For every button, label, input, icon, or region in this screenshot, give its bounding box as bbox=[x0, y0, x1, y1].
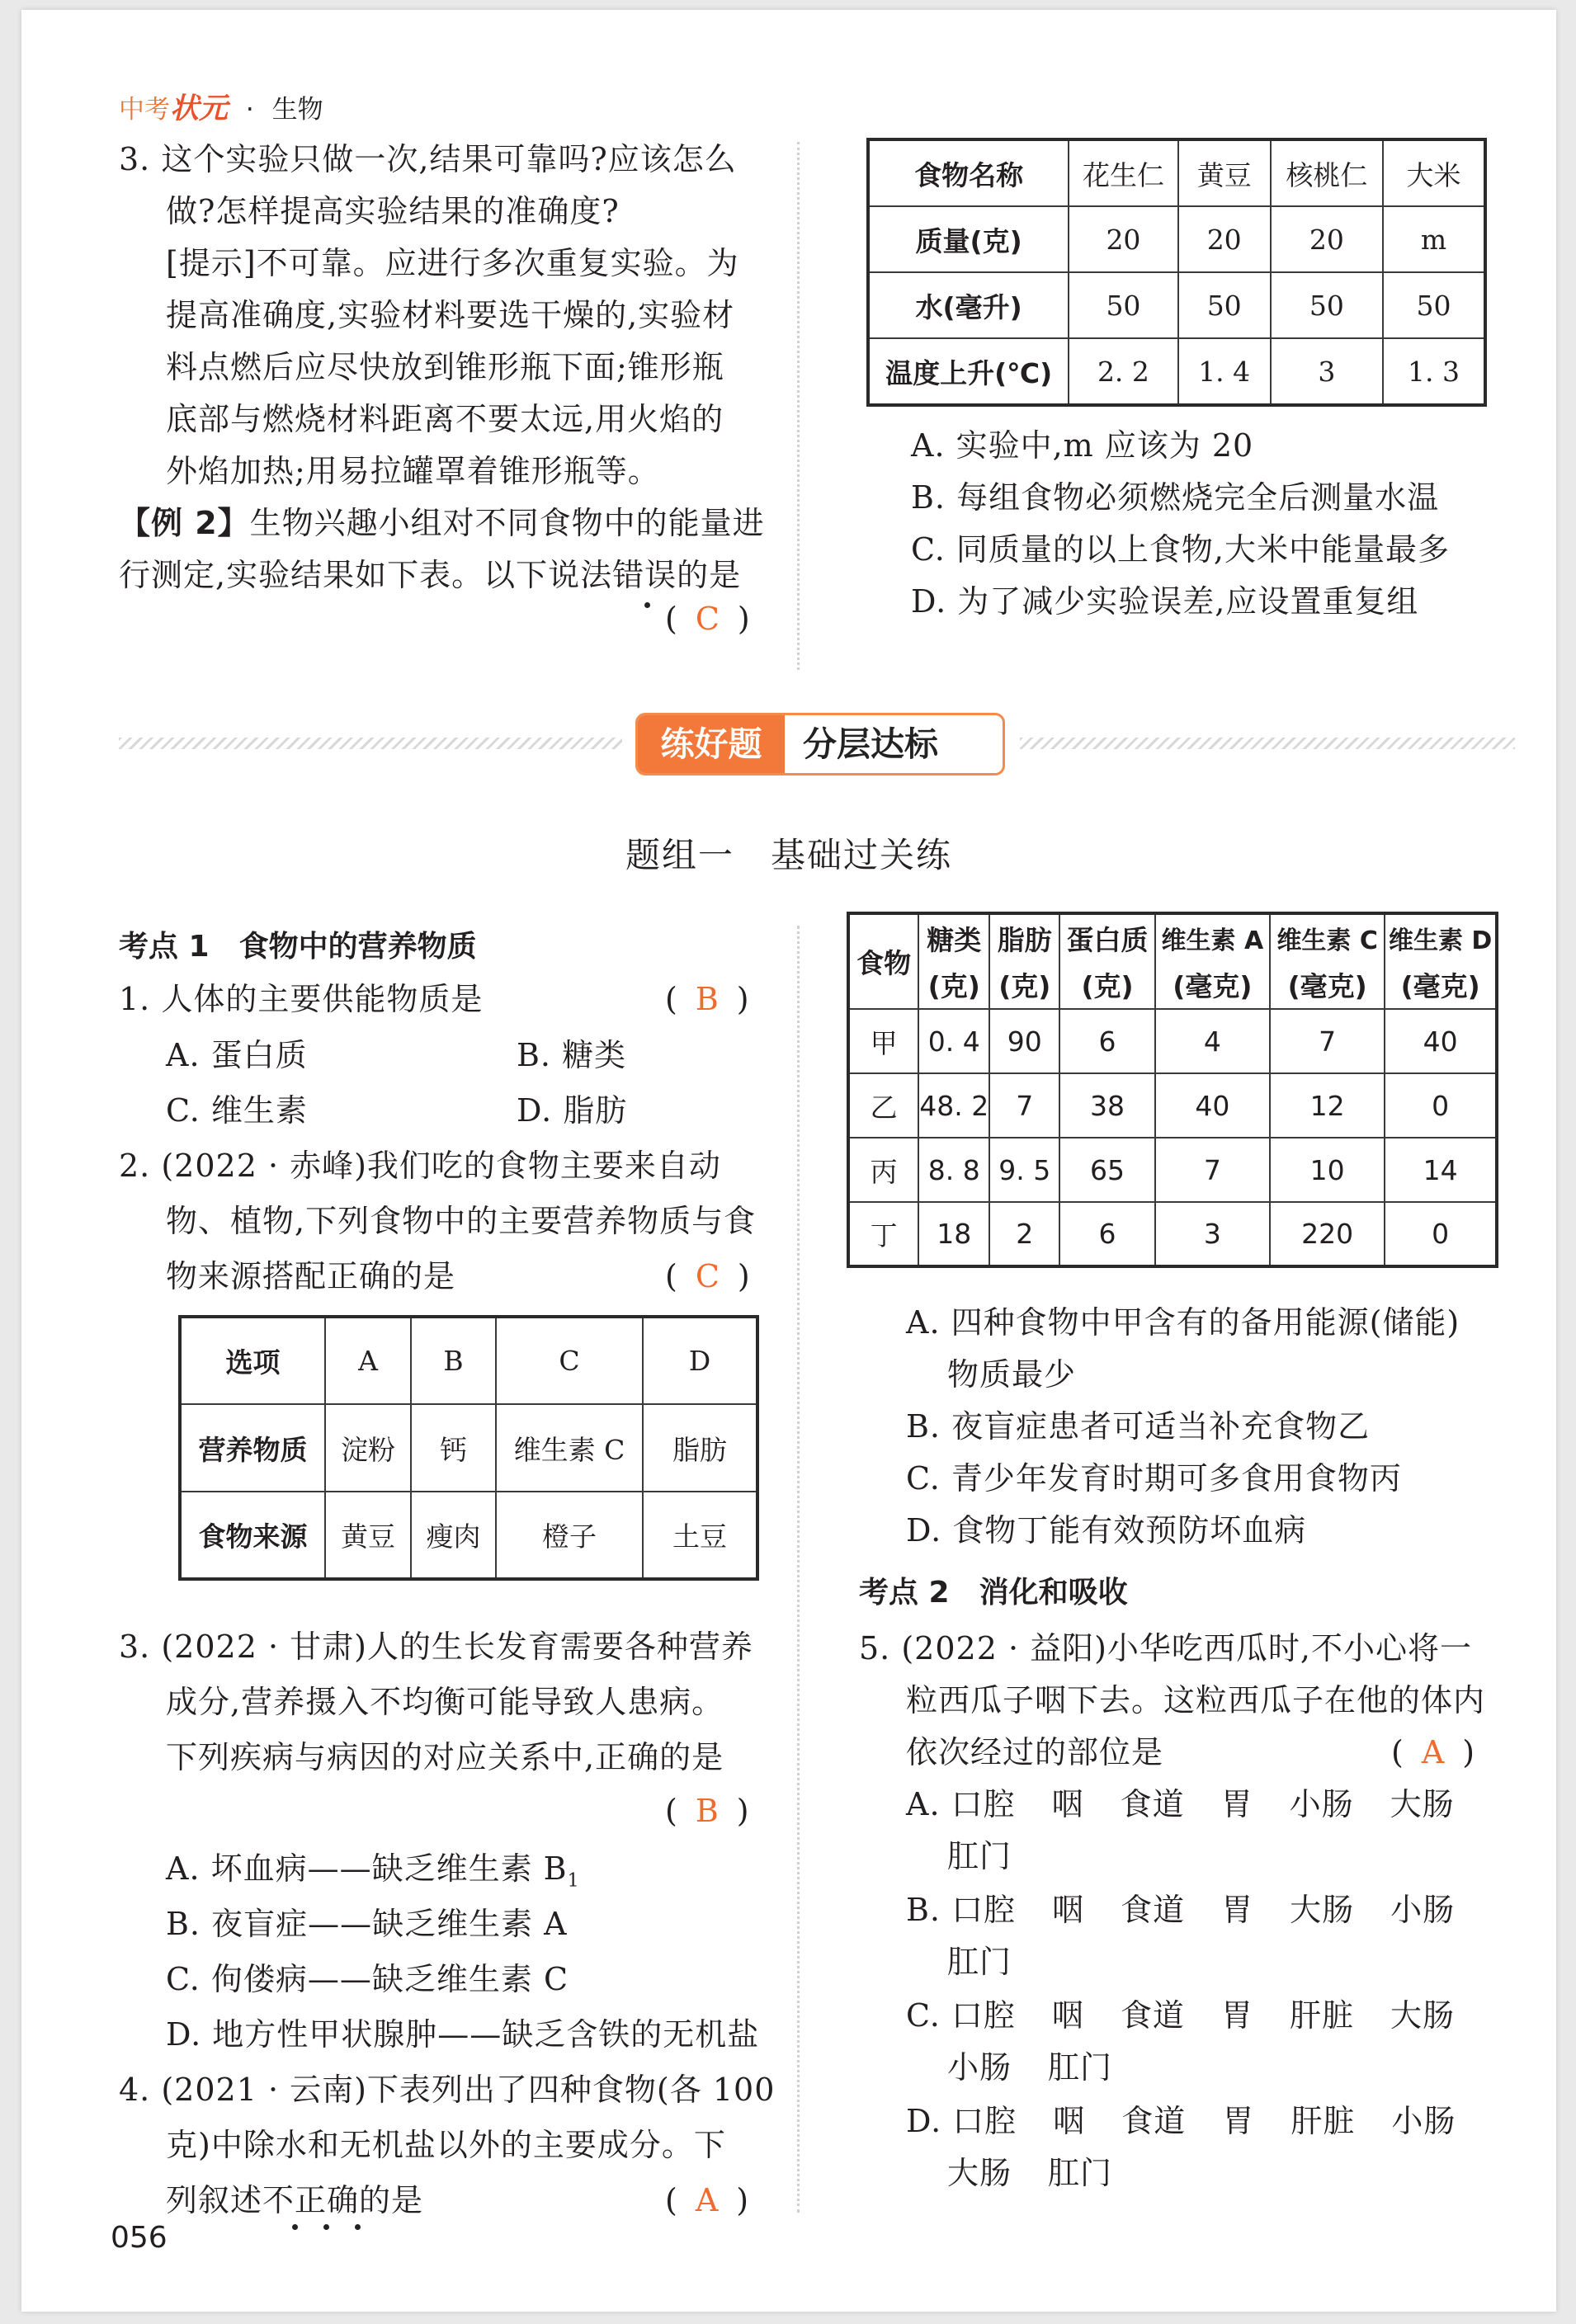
route-step: C. 口腔 bbox=[906, 1997, 1016, 2034]
q4-cell: 7 bbox=[1155, 1138, 1270, 1202]
q2-line-1: 物、植物,下列食物中的主要营养物质与食 bbox=[166, 1203, 757, 1239]
q5-answer: A bbox=[1421, 1734, 1445, 1770]
q4-cell: 7 bbox=[989, 1073, 1059, 1138]
q5-answer-slot bbox=[1391, 1727, 1475, 1779]
q2-table-cell: 瘦肉 bbox=[411, 1492, 496, 1579]
q3-option-d: D. 地方性甲状腺肿——缺乏含铁的无机盐 bbox=[166, 2016, 760, 2053]
q4-answer-slot bbox=[665, 2175, 748, 2227]
energy-cell: 20 bbox=[1178, 206, 1271, 272]
ex2-line-2: 行测定,实验结果如下表。以下说法错误的是 bbox=[119, 557, 742, 593]
paren-left: ( bbox=[665, 601, 677, 637]
q4-cell: 0. 4 bbox=[918, 1009, 989, 1073]
route-step: 胃 bbox=[1220, 1786, 1253, 1822]
q4-option-d: D. 食物丁能有效预防坏血病 bbox=[906, 1512, 1307, 1549]
energy-cell: 50 bbox=[1271, 272, 1383, 338]
q2-table-cell: 淀粉 bbox=[325, 1404, 411, 1492]
q4-header-cell: 维生素 A bbox=[1155, 913, 1270, 961]
q5-option-d-cont bbox=[947, 2147, 1112, 2199]
q4-cell: 9. 5 bbox=[989, 1138, 1059, 1202]
energy-cell: 50 bbox=[1383, 272, 1485, 338]
energy-header-cell: 大米 bbox=[1383, 139, 1485, 206]
brand-b: 状元 bbox=[170, 92, 229, 125]
paren-right: ) bbox=[737, 1258, 750, 1294]
energy-header-cell: 花生仁 bbox=[1069, 139, 1177, 206]
route-step: A. 口腔 bbox=[906, 1786, 1016, 1822]
route-step: 肛门 bbox=[1048, 2155, 1113, 2191]
q4-cell: 18 bbox=[918, 1202, 989, 1266]
q4-row-label: 乙 bbox=[848, 1073, 918, 1138]
column-divider-bottom bbox=[797, 926, 800, 2213]
q5-option-a-cont: 肛门 bbox=[947, 1838, 1012, 1874]
q1-stem: 1. 人体的主要供能物质是 bbox=[119, 981, 484, 1017]
route-step: 咽 bbox=[1051, 1997, 1084, 2034]
q2-table-cell: 钙 bbox=[411, 1404, 496, 1492]
q5-line-1: 粒西瓜子咽下去。这粒西瓜子在他的体内 bbox=[906, 1682, 1486, 1718]
energy-row-label: 温度上升(℃) bbox=[868, 338, 1069, 405]
route-step: B. 口腔 bbox=[906, 1892, 1017, 1928]
q3-subscript: 1 bbox=[567, 1870, 580, 1892]
q4-header-cell: 糖类 bbox=[918, 913, 989, 961]
q4-header-cell: 维生素 C bbox=[1270, 913, 1385, 961]
energy-header-cell: 黄豆 bbox=[1178, 139, 1271, 206]
header-subject: 生物 bbox=[271, 95, 323, 125]
q4-header-cell: 蛋白质 bbox=[1059, 913, 1154, 961]
q2-line-2: 物来源搭配正确的是 bbox=[166, 1258, 456, 1294]
route-step: 大肠 bbox=[1390, 1786, 1455, 1822]
header-dot: · bbox=[245, 95, 254, 125]
route-step: 胃 bbox=[1221, 1892, 1254, 1928]
route-step: 小肠 bbox=[1391, 2103, 1456, 2139]
q3-top-line-2: [提示]不可靠。应进行多次重复实验。为 bbox=[166, 245, 739, 281]
route-step: 食道 bbox=[1121, 1892, 1186, 1928]
paren-left: ( bbox=[665, 1258, 677, 1294]
q3-top-line-0: 3. 这个实验只做一次,结果可靠吗?应该怎么 bbox=[119, 141, 737, 177]
q4-cell: 6 bbox=[1059, 1009, 1154, 1073]
q4-table bbox=[847, 912, 1498, 1268]
q4-row-label: 丙 bbox=[848, 1138, 918, 1202]
energy-header-cell: 食物名称 bbox=[868, 139, 1069, 206]
q5-line-0: 5. (2022 · 益阳)小华吃西瓜时,不小心将一 bbox=[859, 1630, 1473, 1666]
energy-row-label: 质量(克) bbox=[868, 206, 1069, 272]
q3-line-2: 下列疾病与病因的对应关系中,正确的是 bbox=[166, 1739, 724, 1775]
q4-unit-cell: (克) bbox=[918, 961, 989, 1009]
q4-header-cell: 脂肪 bbox=[989, 913, 1059, 961]
q2-table-cell: A bbox=[325, 1317, 411, 1404]
q4-cell: 7 bbox=[1270, 1009, 1385, 1073]
q1-answer-slot bbox=[665, 973, 749, 1025]
route-step: 肛门 bbox=[1048, 2049, 1113, 2086]
q2-table-cell: C bbox=[496, 1317, 643, 1404]
column-divider-top bbox=[797, 142, 800, 670]
q4-cell: 220 bbox=[1270, 1202, 1385, 1266]
q3-answer-slot bbox=[665, 1785, 749, 1837]
q4-unit-cell: (毫克) bbox=[1385, 961, 1497, 1009]
q3-option-b: B. 夜盲症——缺乏维生素 A bbox=[166, 1906, 568, 1942]
banner-hatch-left bbox=[119, 738, 622, 749]
q2-table-cell: 维生素 C bbox=[496, 1404, 643, 1492]
energy-cell: 3 bbox=[1271, 338, 1383, 405]
q2-table-cell: 黄豆 bbox=[325, 1492, 411, 1579]
brand-a: 中考 bbox=[119, 95, 170, 125]
section-banner bbox=[635, 713, 1005, 775]
q1-option-b: B. 糖类 bbox=[517, 1037, 627, 1073]
banner-hatch-right bbox=[1020, 738, 1515, 749]
q4-cell: 38 bbox=[1059, 1073, 1154, 1138]
q2-answer-slot bbox=[665, 1251, 750, 1303]
paren-left: ( bbox=[665, 1793, 677, 1829]
q1-option-d: D. 脂肪 bbox=[517, 1092, 628, 1129]
q4-unit-cell: (克) bbox=[989, 961, 1059, 1009]
q3-top-line-5: 底部与燃烧材料距离不要太远,用火焰的 bbox=[166, 401, 724, 437]
q4-header-cell: 食物 bbox=[848, 913, 918, 1009]
q2-line-0: 2. (2022 · 赤峰)我们吃的食物主要来自动 bbox=[119, 1148, 721, 1184]
q4-cell: 40 bbox=[1155, 1073, 1270, 1138]
q4-cell: 6 bbox=[1059, 1202, 1154, 1266]
energy-row-label: 水(毫升) bbox=[868, 272, 1069, 338]
paren-left: ( bbox=[1391, 1734, 1404, 1770]
route-step: 咽 bbox=[1053, 2103, 1086, 2139]
q4-cell: 2 bbox=[989, 1202, 1059, 1266]
route-step: 大肠 bbox=[947, 2155, 1012, 2191]
q2-table bbox=[178, 1315, 759, 1581]
q2-table-cell: 选项 bbox=[180, 1317, 325, 1404]
ex2-option-a: A. 实验中,m 应该为 20 bbox=[911, 427, 1254, 464]
q5-line-2: 依次经过的部位是 bbox=[906, 1734, 1164, 1770]
ex2-option-b: B. 每组食物必须燃烧完全后测量水温 bbox=[911, 479, 1440, 516]
emphasis-dot bbox=[323, 2224, 329, 2230]
q2-table-cell: B bbox=[411, 1317, 496, 1404]
q4-option-b: B. 夜盲症患者可适当补充食物乙 bbox=[906, 1408, 1371, 1445]
q4-cell: 4 bbox=[1155, 1009, 1270, 1073]
energy-header-cell: 核桃仁 bbox=[1271, 139, 1383, 206]
q4-row-label: 丁 bbox=[848, 1202, 918, 1266]
energy-cell: 50 bbox=[1069, 272, 1177, 338]
q4-row-label: 甲 bbox=[848, 1009, 918, 1073]
route-step: 胃 bbox=[1222, 2103, 1255, 2139]
q3-top-line-1: 做?怎样提高实验结果的准确度? bbox=[166, 193, 620, 229]
q3-top-line-3: 提高准确度,实验材料要选干燥的,实验材 bbox=[166, 297, 735, 333]
paren-left: ( bbox=[665, 981, 677, 1017]
ex2-line-1 bbox=[119, 497, 765, 549]
q3-option-a-text: A. 坏血病——缺乏维生素 B bbox=[166, 1850, 568, 1887]
q4-line-0: 4. (2021 · 云南)下表列出了四种食物(各 100 bbox=[119, 2072, 776, 2108]
paren-right: ) bbox=[736, 1793, 749, 1829]
q3-option-c: C. 佝偻病——缺乏维生素 C bbox=[166, 1961, 569, 1997]
energy-cell: 20 bbox=[1271, 206, 1383, 272]
q5-option-b-cont: 肛门 bbox=[947, 1944, 1012, 1980]
energy-cell: 1. 4 bbox=[1178, 338, 1271, 405]
q2-table-cell: 土豆 bbox=[643, 1492, 757, 1579]
banner-right: 分层达标 bbox=[803, 724, 938, 764]
paren-right: ) bbox=[736, 2182, 749, 2218]
q4-cell: 10 bbox=[1270, 1138, 1385, 1202]
paren-left: ( bbox=[665, 2182, 677, 2218]
route-step: 咽 bbox=[1052, 1892, 1085, 1928]
emphasis-dot bbox=[644, 602, 650, 608]
q4-cell: 48. 2 bbox=[918, 1073, 989, 1138]
kp2-title: 考点 2 消化和吸收 bbox=[859, 1576, 1128, 1610]
q2-table-cell: 食物来源 bbox=[180, 1492, 325, 1579]
route-step: 大肠 bbox=[1390, 1997, 1455, 2034]
q2-table-cell: 脂肪 bbox=[643, 1404, 757, 1492]
q4-option-a-cont: 物质最少 bbox=[947, 1356, 1077, 1393]
q4-unit-cell: (克) bbox=[1059, 961, 1154, 1009]
energy-cell: m bbox=[1383, 206, 1485, 272]
emphasis-dot bbox=[355, 2224, 361, 2230]
ex2-tag: 【例 2】 bbox=[119, 505, 250, 541]
q4-cell: 65 bbox=[1059, 1138, 1154, 1202]
q4-cell: 3 bbox=[1155, 1202, 1270, 1266]
q4-cell: 14 bbox=[1385, 1138, 1497, 1202]
route-step: 肝脏 bbox=[1289, 1997, 1354, 2034]
energy-cell: 1. 3 bbox=[1383, 338, 1485, 405]
q1-answer: B bbox=[695, 981, 719, 1017]
q4-cell: 0 bbox=[1385, 1073, 1497, 1138]
q3-answer: B bbox=[695, 1793, 719, 1829]
route-step: D. 口腔 bbox=[906, 2103, 1017, 2139]
q3-top-line-6: 外焰加热;用易拉罐罩着锥形瓶等。 bbox=[166, 453, 660, 489]
paren-right: ) bbox=[736, 981, 749, 1017]
q2-table-cell: D bbox=[643, 1317, 757, 1404]
ex2-answer: C bbox=[695, 601, 720, 637]
page bbox=[21, 10, 1556, 2312]
energy-cell: 20 bbox=[1069, 206, 1177, 272]
route-step: 食道 bbox=[1120, 1997, 1185, 2034]
q4-cell: 90 bbox=[989, 1009, 1059, 1073]
ex2-answer-slot bbox=[665, 601, 750, 637]
ex2-text-1: 生物兴趣小组对不同食物中的能量进 bbox=[249, 505, 765, 541]
q4-header-cell: 维生素 D bbox=[1385, 913, 1497, 961]
banner-left: 练好题 bbox=[638, 715, 785, 773]
route-step: 小肠 bbox=[1289, 1786, 1354, 1822]
q4-unit-cell: (毫克) bbox=[1270, 961, 1385, 1009]
q5-option-c-cont bbox=[947, 2042, 1112, 2094]
paren-right: ) bbox=[1462, 1734, 1475, 1770]
q1-option-a: A. 蛋白质 bbox=[166, 1037, 308, 1073]
q2-table-cell: 营养物质 bbox=[180, 1404, 325, 1492]
page-number: 056 bbox=[111, 2221, 168, 2255]
route-step: 小肠 bbox=[947, 2049, 1012, 2086]
q5-option-c bbox=[906, 1990, 1455, 2042]
q5-option-b bbox=[906, 1884, 1455, 1936]
q2-answer: C bbox=[695, 1258, 720, 1294]
route-step: 大肠 bbox=[1290, 1892, 1355, 1928]
q3-line-0: 3. (2022 · 甘肃)人的生长发育需要各种营养 bbox=[119, 1629, 753, 1665]
route-step: 肝脏 bbox=[1291, 2103, 1356, 2139]
paren-right: ) bbox=[737, 601, 750, 637]
q4-cell: 0 bbox=[1385, 1202, 1497, 1266]
q1-option-c: C. 维生素 bbox=[166, 1092, 308, 1129]
q3-option-a bbox=[166, 1843, 580, 1907]
q4-unit-cell: (毫克) bbox=[1155, 961, 1270, 1009]
q2-table-cell: 橙子 bbox=[496, 1492, 643, 1579]
q4-cell: 8. 8 bbox=[918, 1138, 989, 1202]
route-step: 小肠 bbox=[1390, 1892, 1456, 1928]
route-step: 食道 bbox=[1121, 2103, 1187, 2139]
ex2-option-c: C. 同质量的以上食物,大米中能量最多 bbox=[911, 531, 1450, 568]
q4-cell: 12 bbox=[1270, 1073, 1385, 1138]
page-header bbox=[119, 86, 323, 127]
energy-cell: 2. 2 bbox=[1069, 338, 1177, 405]
q4-line-1: 克)中除水和无机盐以外的主要成分。下 bbox=[166, 2127, 726, 2163]
q3-line-1: 成分,营养摄入不均衡可能导致人患病。 bbox=[166, 1684, 724, 1720]
q4-option-a: A. 四种食物中甲含有的备用能源(储能) bbox=[906, 1304, 1460, 1341]
q4-line-2: 列叙述不正确的是 bbox=[166, 2182, 424, 2218]
emphasis-dot bbox=[292, 2224, 298, 2230]
q3-top-line-4: 料点燃后应尽快放到锥形瓶下面;锥形瓶 bbox=[166, 349, 724, 385]
energy-table bbox=[866, 138, 1487, 407]
q4-option-c: C. 青少年发育时期可多食用食物丙 bbox=[906, 1460, 1402, 1497]
q5-option-d bbox=[906, 2095, 1456, 2147]
group-title: 题组一 基础过关练 bbox=[625, 835, 952, 875]
kp1-title: 考点 1 食物中的营养物质 bbox=[119, 930, 477, 964]
energy-cell: 50 bbox=[1178, 272, 1271, 338]
route-step: 胃 bbox=[1220, 1997, 1253, 2034]
q4-cell: 40 bbox=[1385, 1009, 1497, 1073]
ex2-option-d: D. 为了减少实验误差,应设置重复组 bbox=[911, 583, 1419, 620]
q5-option-a bbox=[906, 1779, 1455, 1831]
q4-answer: A bbox=[695, 2182, 719, 2218]
route-step: 食道 bbox=[1120, 1786, 1185, 1822]
route-step: 咽 bbox=[1051, 1786, 1084, 1822]
